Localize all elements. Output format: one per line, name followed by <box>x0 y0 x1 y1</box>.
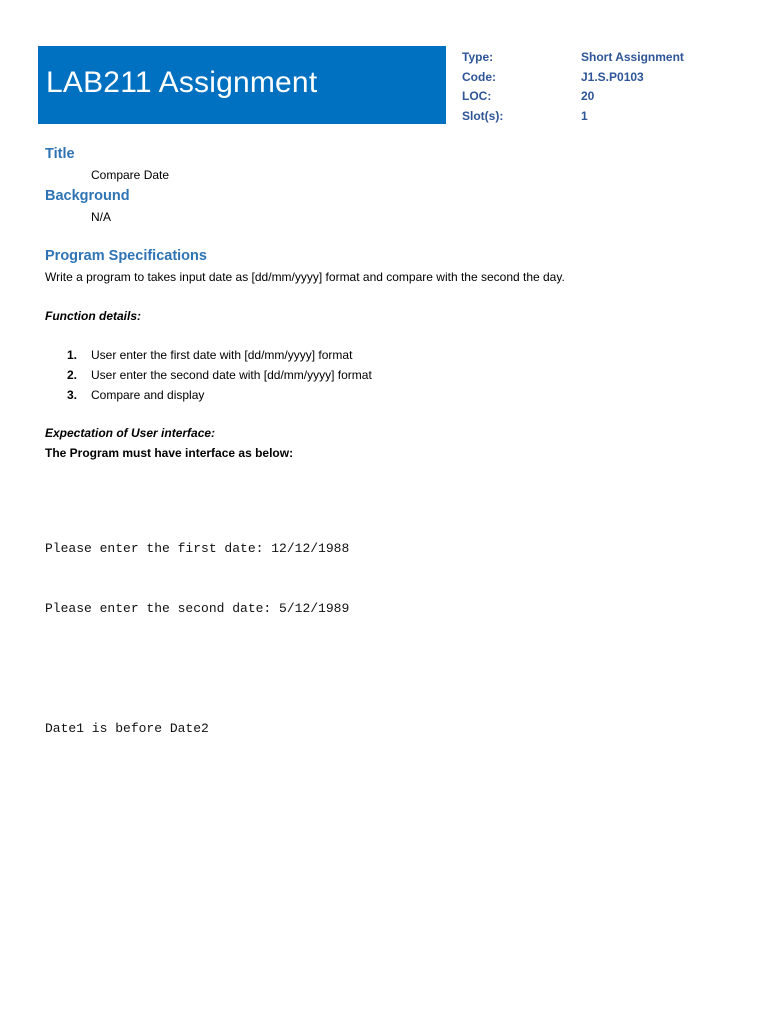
console-line: Date1 is before Date2 <box>45 721 209 736</box>
background-heading: Background <box>45 188 130 204</box>
meta-row-slots <box>462 107 752 127</box>
title-value: Compare Date <box>91 168 170 182</box>
ui-expectation-text: The Program must have interface as below: <box>45 446 294 460</box>
spacer <box>45 287 735 306</box>
meta-value: Short Assignment <box>581 50 684 64</box>
step-number-text: 3. <box>67 388 78 402</box>
meta-key: LOC: <box>462 89 492 103</box>
assignment-meta-table <box>462 48 752 126</box>
spacer <box>45 227 735 245</box>
title-heading: Title <box>45 146 75 162</box>
ui-expectation-label: Expectation of User interface: <box>45 426 216 440</box>
meta-row-code <box>462 68 752 88</box>
meta-row-type <box>462 48 752 68</box>
meta-key: Type: <box>462 50 494 64</box>
step-number-text: 1. <box>67 348 78 362</box>
spacer <box>45 405 735 423</box>
assignment-banner <box>38 46 446 124</box>
console-blank-line <box>45 659 735 679</box>
program-specifications-heading: Program Specifications <box>45 248 207 264</box>
meta-key: Slot(s): <box>462 108 504 123</box>
meta-row-loc <box>462 87 752 107</box>
function-details-label: Function details: <box>45 309 141 323</box>
spacer <box>45 326 735 345</box>
console-output <box>45 499 735 779</box>
meta-key: Code: <box>462 69 496 84</box>
document-body <box>45 143 735 779</box>
spec-description: Write a program to takes input date as [dd/mm/yyyy] format and compare with the second the day. <box>45 270 565 284</box>
background-value: N/A <box>91 210 112 224</box>
list-item <box>45 365 735 385</box>
function-steps-list <box>45 345 735 405</box>
step-number <box>45 365 91 385</box>
meta-value: J1.S.P0103 <box>581 69 644 84</box>
meta-value: 1 <box>581 108 588 123</box>
spacer <box>45 463 735 499</box>
console-line: Please enter the first date: 12/12/1988 <box>45 541 350 556</box>
step-text: User enter the first date with [dd/mm/yyyy] format <box>91 348 353 362</box>
list-item <box>45 385 735 405</box>
meta-value: 20 <box>581 89 595 103</box>
step-number <box>45 385 91 405</box>
console-line: Please enter the second date: 5/12/1989 <box>45 601 350 616</box>
list-item <box>45 345 735 365</box>
banner-title: LAB211 Assignment <box>46 66 318 99</box>
step-number-text: 2. <box>67 368 78 382</box>
step-number <box>45 345 91 365</box>
step-text: User enter the second date with [dd/mm/yyyy] format <box>91 368 372 382</box>
step-text: Compare and display <box>91 388 205 402</box>
